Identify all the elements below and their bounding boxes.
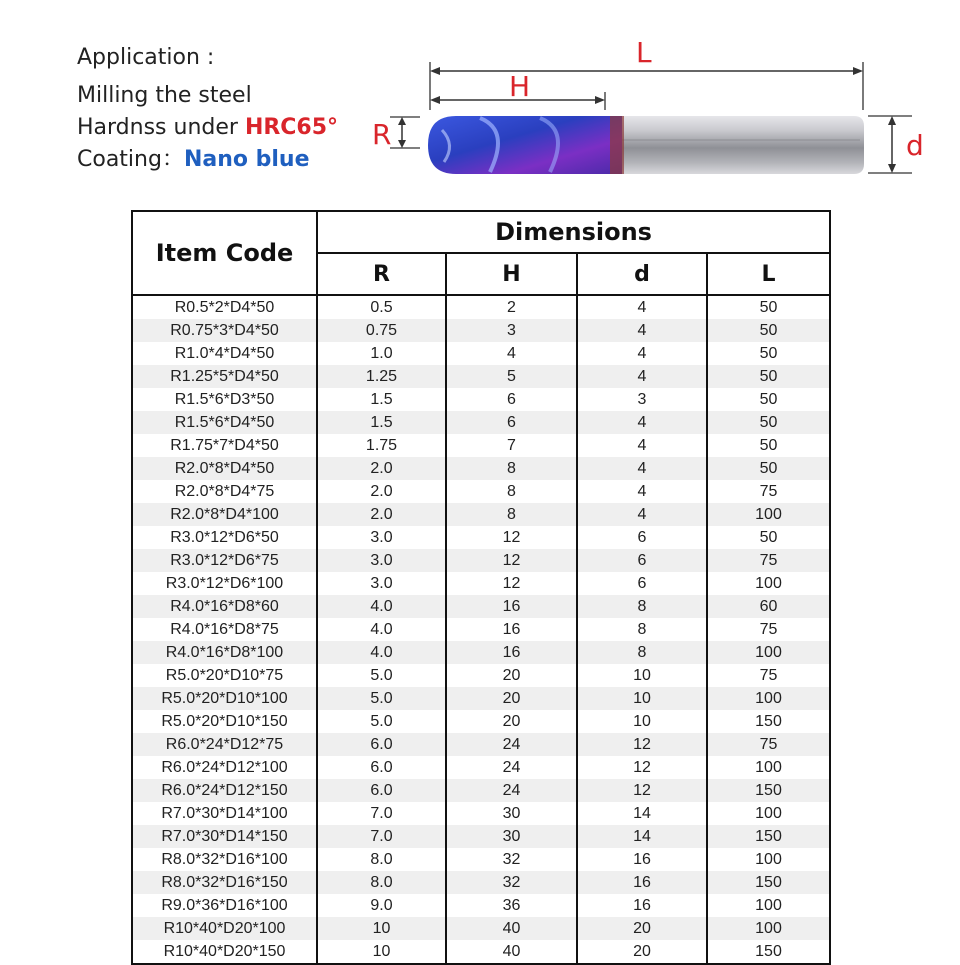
cell-l: 50 (707, 319, 830, 342)
cell-item-code: R2.0*8*D4*75 (132, 480, 317, 503)
dimension-label-r: R (372, 118, 392, 151)
table-row (132, 365, 830, 388)
cell-d: 16 (577, 848, 707, 871)
coating-transition (610, 116, 624, 174)
cell-item-code: R10*40*D20*150 (132, 940, 317, 964)
cell-item-code: R0.5*2*D4*50 (132, 295, 317, 319)
table-row (132, 802, 830, 825)
cell-h: 36 (446, 894, 577, 917)
cell-item-code: R5.0*20*D10*150 (132, 710, 317, 733)
cell-item-code: R4.0*16*D8*75 (132, 618, 317, 641)
table-row (132, 825, 830, 848)
cell-h: 12 (446, 572, 577, 595)
cell-d: 4 (577, 434, 707, 457)
table-row (132, 664, 830, 687)
d-arrow-bottom (888, 164, 896, 173)
cell-d: 8 (577, 595, 707, 618)
dimension-label-h: H (509, 70, 531, 103)
cell-r: 7.0 (317, 825, 446, 848)
column-header-d: d (577, 253, 707, 295)
column-header-l: L (707, 253, 830, 295)
cell-r: 1.0 (317, 342, 446, 365)
cell-r: 4.0 (317, 641, 446, 664)
cell-h: 8 (446, 503, 577, 526)
cell-r: 2.0 (317, 480, 446, 503)
cell-d: 20 (577, 940, 707, 964)
cell-r: 5.0 (317, 710, 446, 733)
table-row (132, 618, 830, 641)
cell-l: 75 (707, 664, 830, 687)
cell-r: 9.0 (317, 894, 446, 917)
cell-item-code: R8.0*32*D16*150 (132, 871, 317, 894)
cell-item-code: R1.5*6*D4*50 (132, 411, 317, 434)
cell-r: 5.0 (317, 664, 446, 687)
cell-d: 6 (577, 526, 707, 549)
coated-flute (428, 116, 622, 174)
cell-l: 150 (707, 710, 830, 733)
cell-item-code: R1.75*7*D4*50 (132, 434, 317, 457)
cell-h: 16 (446, 618, 577, 641)
cell-l: 150 (707, 871, 830, 894)
coating-line (77, 144, 377, 176)
table-row (132, 848, 830, 871)
cell-d: 8 (577, 641, 707, 664)
cell-h: 24 (446, 756, 577, 779)
table-row (132, 756, 830, 779)
column-header-h: H (446, 253, 577, 295)
tool-shank (622, 116, 864, 174)
cell-l: 75 (707, 733, 830, 756)
table-row (132, 641, 830, 664)
l-arrow-right (853, 67, 863, 75)
table-row (132, 319, 830, 342)
cell-item-code: R2.0*8*D4*50 (132, 457, 317, 480)
cell-item-code: R1.5*6*D3*50 (132, 388, 317, 411)
cell-l: 50 (707, 342, 830, 365)
table-row (132, 595, 830, 618)
r-arrow-bottom (398, 140, 406, 148)
hardness-value: HRC65° (244, 115, 339, 140)
cell-r: 2.0 (317, 503, 446, 526)
coating-value: Nano blue (183, 147, 310, 172)
cell-h: 2 (446, 295, 577, 319)
table-row (132, 733, 830, 756)
cell-item-code: R1.25*5*D4*50 (132, 365, 317, 388)
table-row (132, 388, 830, 411)
cell-r: 5.0 (317, 687, 446, 710)
table-row (132, 917, 830, 940)
cell-h: 16 (446, 641, 577, 664)
cell-h: 6 (446, 411, 577, 434)
cell-l: 50 (707, 411, 830, 434)
cell-h: 32 (446, 848, 577, 871)
cell-d: 8 (577, 618, 707, 641)
cell-d: 4 (577, 365, 707, 388)
h-arrow-left (430, 96, 440, 104)
cell-l: 50 (707, 434, 830, 457)
cell-h: 20 (446, 687, 577, 710)
cell-item-code: R3.0*12*D6*100 (132, 572, 317, 595)
table-body (132, 295, 830, 964)
table-row (132, 411, 830, 434)
table-row (132, 687, 830, 710)
cell-item-code: R8.0*32*D16*100 (132, 848, 317, 871)
cell-item-code: R6.0*24*D12*75 (132, 733, 317, 756)
cell-l: 100 (707, 641, 830, 664)
cell-l: 75 (707, 480, 830, 503)
end-mill-diagram (360, 30, 940, 190)
cell-r: 6.0 (317, 779, 446, 802)
cell-item-code: R7.0*30*D14*100 (132, 802, 317, 825)
cell-h: 6 (446, 388, 577, 411)
cell-d: 12 (577, 756, 707, 779)
cell-l: 100 (707, 802, 830, 825)
r-arrow-top (398, 117, 406, 125)
cell-r: 3.0 (317, 526, 446, 549)
table-row (132, 295, 830, 319)
dimensions-header: Dimensions (317, 211, 830, 253)
hardness-line (77, 112, 377, 144)
cell-h: 20 (446, 664, 577, 687)
cell-h: 40 (446, 917, 577, 940)
cell-d: 4 (577, 503, 707, 526)
cell-h: 20 (446, 710, 577, 733)
cell-d: 4 (577, 295, 707, 319)
cell-d: 6 (577, 572, 707, 595)
cell-d: 4 (577, 480, 707, 503)
cell-r: 10 (317, 917, 446, 940)
cell-item-code: R7.0*30*D14*150 (132, 825, 317, 848)
table-row (132, 710, 830, 733)
cell-h: 8 (446, 457, 577, 480)
coating-prefix: Coating： (77, 147, 184, 172)
table-row (132, 871, 830, 894)
cell-d: 10 (577, 664, 707, 687)
cell-r: 8.0 (317, 871, 446, 894)
cell-r: 1.5 (317, 388, 446, 411)
table-row (132, 572, 830, 595)
item-code-header: Item Code (132, 211, 317, 295)
cell-l: 150 (707, 779, 830, 802)
cell-d: 12 (577, 733, 707, 756)
cell-d: 3 (577, 388, 707, 411)
cell-d: 4 (577, 457, 707, 480)
cell-item-code: R9.0*36*D16*100 (132, 894, 317, 917)
cell-r: 0.5 (317, 295, 446, 319)
cell-l: 100 (707, 503, 830, 526)
application-info (77, 42, 377, 176)
cell-l: 50 (707, 457, 830, 480)
dimension-label-l: L (636, 36, 652, 69)
cell-r: 2.0 (317, 457, 446, 480)
d-arrow-top (888, 116, 896, 125)
cell-item-code: R2.0*8*D4*100 (132, 503, 317, 526)
cell-r: 0.75 (317, 319, 446, 342)
cell-h: 5 (446, 365, 577, 388)
cell-l: 75 (707, 549, 830, 572)
cell-d: 10 (577, 687, 707, 710)
cell-h: 7 (446, 434, 577, 457)
l-arrow-left (430, 67, 440, 75)
table-row (132, 480, 830, 503)
cell-item-code: R6.0*24*D12*150 (132, 779, 317, 802)
cell-r: 4.0 (317, 618, 446, 641)
cell-item-code: R4.0*16*D8*60 (132, 595, 317, 618)
cell-item-code: R10*40*D20*100 (132, 917, 317, 940)
cell-item-code: R3.0*12*D6*50 (132, 526, 317, 549)
cell-d: 4 (577, 319, 707, 342)
cell-l: 75 (707, 618, 830, 641)
h-arrow-right (595, 96, 605, 104)
cell-l: 50 (707, 295, 830, 319)
cell-d: 6 (577, 549, 707, 572)
cell-h: 3 (446, 319, 577, 342)
cell-l: 100 (707, 917, 830, 940)
cell-h: 30 (446, 825, 577, 848)
cell-h: 24 (446, 733, 577, 756)
cell-item-code: R1.0*4*D4*50 (132, 342, 317, 365)
cell-l: 50 (707, 388, 830, 411)
application-label: Application : (77, 45, 215, 70)
cell-h: 4 (446, 342, 577, 365)
cell-r: 1.5 (317, 411, 446, 434)
cell-h: 24 (446, 779, 577, 802)
cell-l: 150 (707, 825, 830, 848)
cell-l: 100 (707, 756, 830, 779)
cell-d: 16 (577, 894, 707, 917)
usage-text: Milling the steel (77, 83, 252, 108)
dimensions-table (131, 210, 831, 965)
table-row (132, 894, 830, 917)
cell-item-code: R5.0*20*D10*75 (132, 664, 317, 687)
cell-h: 40 (446, 940, 577, 964)
cell-l: 100 (707, 894, 830, 917)
cell-r: 1.75 (317, 434, 446, 457)
table-row (132, 940, 830, 964)
cell-l: 100 (707, 687, 830, 710)
cell-l: 100 (707, 572, 830, 595)
cell-l: 50 (707, 365, 830, 388)
cell-d: 10 (577, 710, 707, 733)
cell-r: 8.0 (317, 848, 446, 871)
cell-d: 12 (577, 779, 707, 802)
cell-r: 3.0 (317, 549, 446, 572)
cell-item-code: R4.0*16*D8*100 (132, 641, 317, 664)
cell-item-code: R0.75*3*D4*50 (132, 319, 317, 342)
cell-d: 20 (577, 917, 707, 940)
cell-l: 100 (707, 848, 830, 871)
cell-h: 32 (446, 871, 577, 894)
cell-h: 16 (446, 595, 577, 618)
table-row (132, 503, 830, 526)
table-row (132, 434, 830, 457)
table-row (132, 779, 830, 802)
table-row (132, 342, 830, 365)
cell-l: 150 (707, 940, 830, 964)
cell-d: 14 (577, 802, 707, 825)
cell-r: 7.0 (317, 802, 446, 825)
cell-d: 16 (577, 871, 707, 894)
cell-d: 14 (577, 825, 707, 848)
cell-r: 10 (317, 940, 446, 964)
table-row (132, 549, 830, 572)
cell-item-code: R5.0*20*D10*100 (132, 687, 317, 710)
cell-r: 6.0 (317, 733, 446, 756)
cell-r: 6.0 (317, 756, 446, 779)
cell-l: 50 (707, 526, 830, 549)
cell-r: 3.0 (317, 572, 446, 595)
cell-l: 60 (707, 595, 830, 618)
cell-h: 30 (446, 802, 577, 825)
cell-h: 8 (446, 480, 577, 503)
dimension-label-d: d (906, 129, 924, 162)
cell-h: 12 (446, 549, 577, 572)
hardness-prefix: Hardnss under (77, 115, 245, 140)
cell-r: 1.25 (317, 365, 446, 388)
cell-d: 4 (577, 411, 707, 434)
cell-r: 4.0 (317, 595, 446, 618)
table-row (132, 457, 830, 480)
cell-d: 4 (577, 342, 707, 365)
cell-item-code: R3.0*12*D6*75 (132, 549, 317, 572)
column-header-r: R (317, 253, 446, 295)
cell-h: 12 (446, 526, 577, 549)
cell-item-code: R6.0*24*D12*100 (132, 756, 317, 779)
table-row (132, 526, 830, 549)
